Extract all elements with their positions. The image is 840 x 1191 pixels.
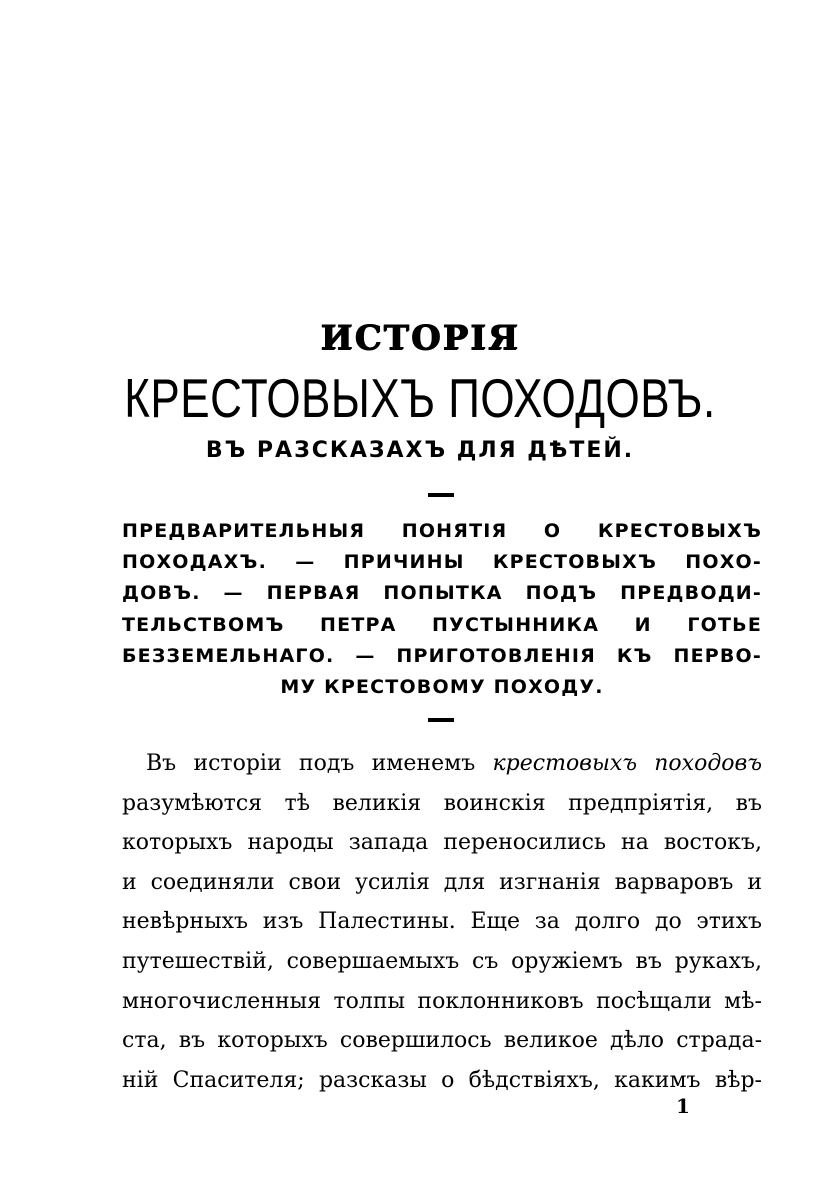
subtitle: ВЪ РАЗСКАЗАХЪ ДЛЯ ДѢТЕЙ. [205, 438, 635, 463]
body-line: и соединяли свои усилія для изгнанія варваровъ и [122, 869, 762, 895]
body-line: невѣрныхъ изъ Палестины. Еще за долго до этихъ [122, 909, 762, 935]
body-line: ній Спасителя; разсказы о бѣдствіяхъ, какимъ вѣр- [122, 1067, 762, 1093]
chapter-summary [122, 516, 762, 703]
body-line: которыхъ народы запада переносились на востокъ, [122, 830, 762, 856]
main-title: КРЕСТОВЫХЪ ПОХОДОВЪ. [124, 368, 716, 430]
summary-line: ДОВЪ. — ПЕРВАЯ ПОПЫТКА ПОДЪ ПРЕДВОДИ- [122, 582, 762, 605]
summary-line: МУ КРЕСТОВОМУ ПОХОДУ. [280, 676, 604, 699]
summary-line: БЕЗЗЕМЕЛЬНАГО. — ПРИГОТОВЛЕНІЯ КЪ ПЕРВО- [122, 644, 762, 667]
summary-line: ПРЕДВАРИТЕЛЬНЫЯ ПОНЯТІЯ О КРЕСТОВЫХЪ [122, 520, 762, 542]
ornate-title: ИСТОРІЯ [320, 318, 520, 358]
page-number: 1 [676, 1094, 690, 1118]
summary-line: ТЕЛЬСТВОМЪ ПЕТРА ПУСТЫННИКА И ГОТЬЕ [122, 613, 762, 636]
body-line: многочисленныя толпы поклонниковъ посѣщали мѣ- [122, 988, 762, 1014]
body-text [122, 744, 762, 1100]
divider-rule [428, 493, 454, 497]
body-line: ста, въ которыхъ совершилось великое дѣло страда- [122, 1028, 762, 1054]
body-line [122, 744, 762, 784]
italic-term: крестовыхъ походовъ [492, 751, 762, 776]
body-line: разумѣются тѣ великія воинскія предпріятія, въ [122, 790, 762, 816]
body-line-start: Въ исторіи подъ именемъ [146, 751, 476, 776]
divider-rule [428, 718, 454, 722]
summary-line: ПОХОДАХЪ. — ПРИЧИНЫ КРЕСТОВЫХЪ ПОХО- [122, 551, 762, 574]
body-line: путешествій, совершаемыхъ съ оружіемъ въ рукахъ, [122, 948, 762, 974]
